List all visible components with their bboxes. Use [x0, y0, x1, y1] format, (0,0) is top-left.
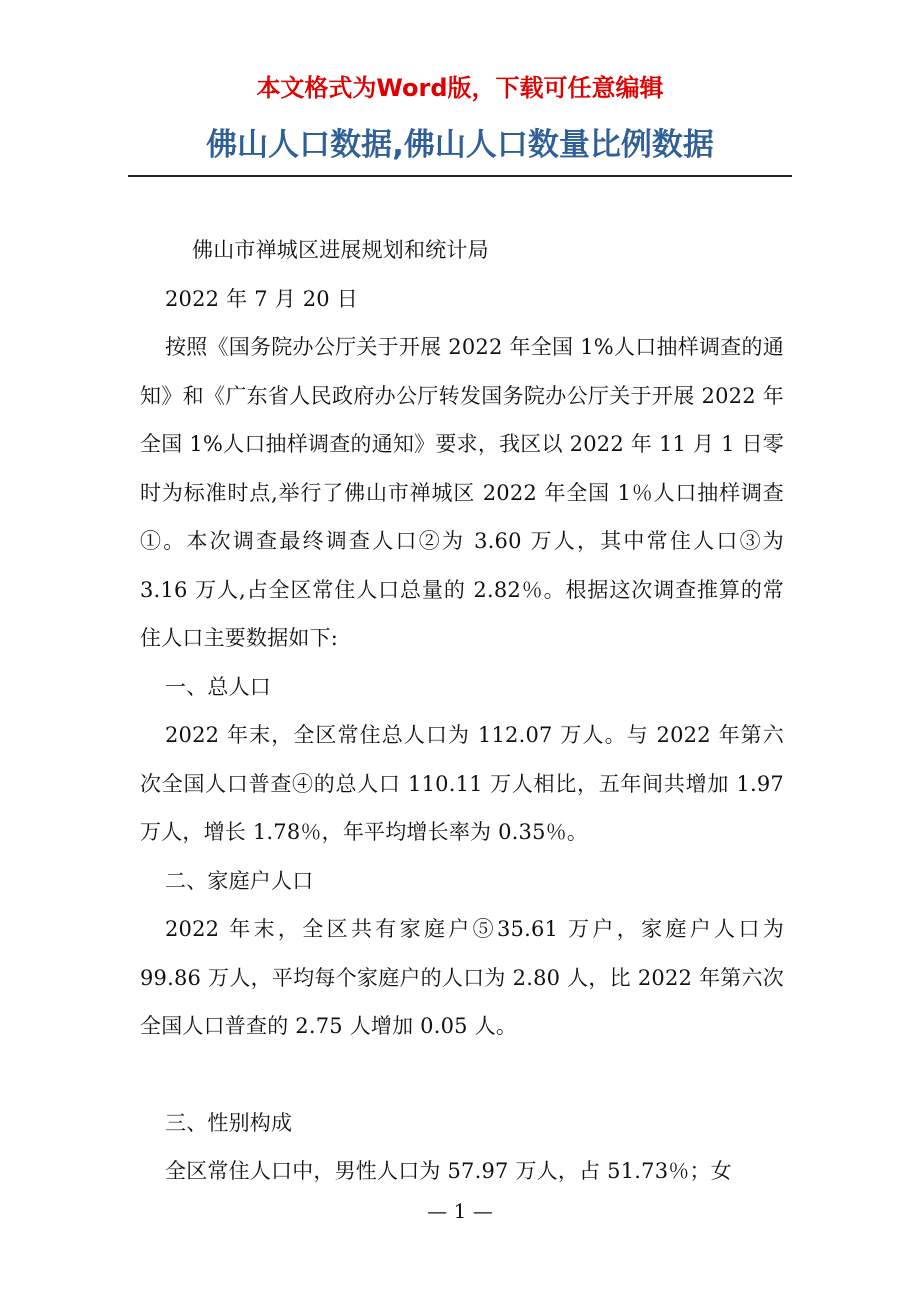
paragraph-spacer	[140, 1051, 784, 1099]
download-banner: 本文格式为Word版，下载可任意编辑	[256, 74, 664, 102]
section-heading-household-population: 二、家庭户人口	[165, 868, 314, 893]
paragraph-household-population: 2022 年末，全区共有家庭户⑤35.61 万户，家庭户人口为 99.86 万人，平均每个家庭户的人口为 2.80 人，比 2022 年第六次全国人口普查的 2.75 人增加 0.05 人。	[140, 917, 784, 1038]
intro-paragraph: 按照《国务院办公厅关于开展 2022 年全国 1%人口抽样调查的通知》和《广东省人民政府办公厅转发国务院办公厅关于开展 2022 年全国 1%人口抽样调查的通知》要求，我区以 2022 年 11 月 1 日零时为标准时点,举行了佛山市禅城区 2022 年全国 1％人口抽样调查①。本次调查最终调查人口②为 3.60 万人，其中常住人口③为 3.16 万人,占全区常住人口总量的 2.82％。根据这次调查推算的常住人口主要数据如下:	[140, 335, 784, 650]
section-heading-gender-composition: 三、性别构成	[165, 1110, 293, 1135]
section-heading-total-population: 一、总人口	[165, 674, 271, 699]
issuing-authority: 佛山市禅城区进展规划和统计局	[192, 238, 489, 262]
title-divider	[128, 175, 792, 177]
paragraph-gender-composition: 全区常住人口中，男性人口为 57.97 万人，占 51.73％；女	[165, 1159, 732, 1183]
paragraph-total-population: 2022 年末，全区常住总人口为 112.07 万人。与 2022 年第六次全国人口普查④的总人口 110.11 万人相比，五年间共增加 1.97 万人，增长 1.78％，年平均增长率为 0.35％。	[140, 723, 784, 844]
document-body	[140, 226, 784, 1196]
issue-date: 2022 年 7 月 20 日	[165, 286, 358, 311]
page-number: — 1 —	[427, 1199, 493, 1223]
document-title: 佛山人口数据,佛山人口数量比例数据	[206, 127, 714, 163]
